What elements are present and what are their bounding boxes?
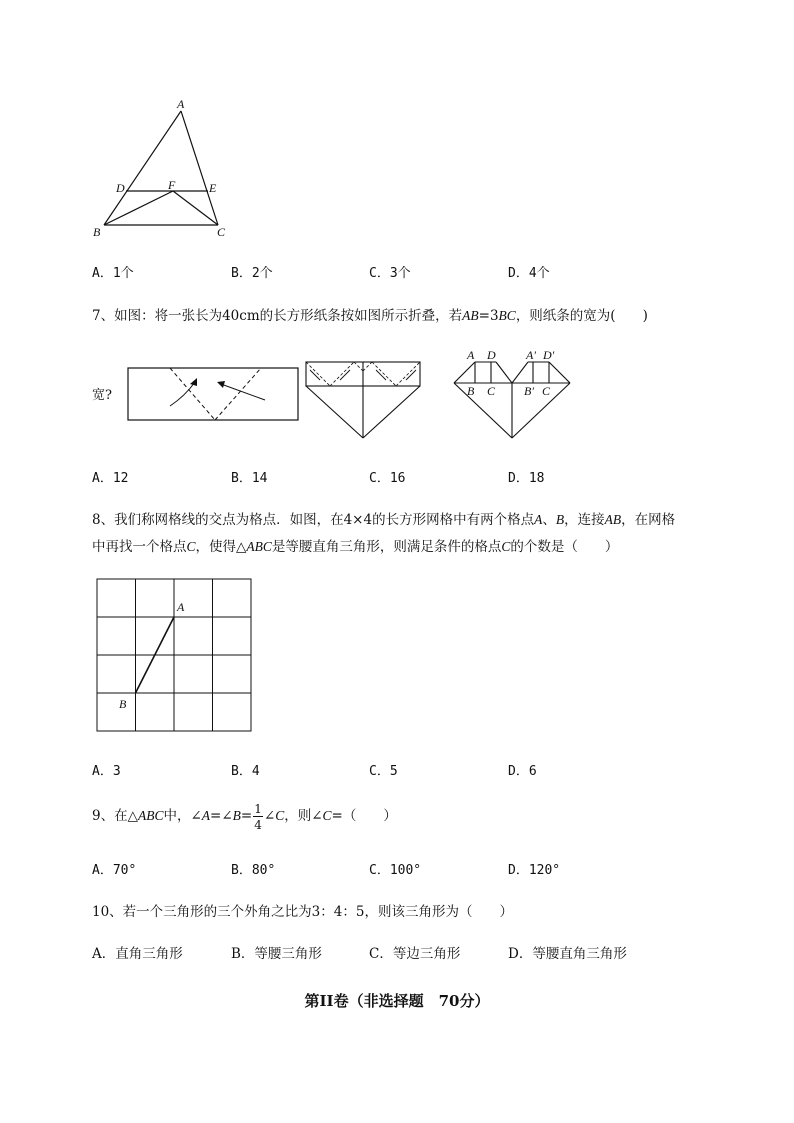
grid-label-b: B: [119, 697, 127, 711]
vertex-label-a: A: [177, 97, 185, 111]
triangle-figure-q6: [80, 90, 250, 250]
vertex-label-d: D: [116, 181, 125, 195]
heart-label-b: B: [467, 384, 475, 398]
question-8-line-1: 8、我们称网格线的交点为格点．如图，在4×4的长方形网格中有两个格点A、B，连接AB，在网格: [92, 512, 676, 528]
q6-option-d: D．4个: [508, 266, 550, 281]
heart-label-d: D: [487, 348, 496, 362]
q6-option-b: B．2个: [231, 266, 273, 281]
q10-option-a: A．直角三角形: [92, 946, 183, 962]
q8-option-a: A．3: [92, 764, 121, 779]
grid-label-a: A: [177, 600, 185, 614]
q6-option-c: C．3个: [369, 266, 411, 281]
paper-strip-figure: [125, 360, 305, 426]
question-7-text: 7、如图：将一张长为40cm的长方形纸条按如图所示折叠，若AB=3BC，则纸条的宽为( ): [92, 308, 648, 324]
q9-option-c: C．100°: [369, 863, 422, 878]
width-label: 宽?: [92, 388, 112, 403]
heart-label-b-prime: B′: [524, 384, 534, 398]
heart-label-d-prime: D′: [543, 348, 555, 362]
q10-option-c: C．等边三角形: [369, 946, 461, 962]
q7-option-b: B．14: [231, 471, 268, 486]
folded-shape-figure: [302, 358, 424, 442]
vertex-label-b: B: [93, 225, 101, 239]
heart-label-c-2: C: [542, 384, 551, 398]
vertex-label-c: C: [217, 225, 226, 239]
question-9-text: 9、在△ABC中，∠A=∠B= $\frac{1}{4}$ ∠C，则∠C=（ ）: [92, 801, 397, 832]
question-10-text: 10、若一个三角形的三个外角之比为3：4：5，则该三角形为（ ）: [92, 904, 513, 920]
q7-option-d: D．18: [508, 471, 545, 486]
fraction-one-quarter: $\frac{1}{4}$: [254, 801, 262, 832]
heart-label-a: A: [467, 348, 475, 362]
q6-option-a: A．1个: [92, 266, 134, 281]
question-8-line-2: 中再找一个格点C，使得△ABC是等腰直角三角形，则满足条件的格点C的个数是（ ）: [92, 539, 619, 555]
q8-option-d: D．6: [508, 764, 537, 779]
q10-option-d: D．等腰直角三角形: [508, 946, 627, 962]
q8-option-c: C．5: [369, 764, 398, 779]
section-title: 第II卷（非选择题 70分）: [304, 992, 490, 1010]
heart-shape-figure: [450, 346, 576, 442]
q9-option-b: B．80°: [231, 863, 276, 878]
q7-option-a: A．12: [92, 471, 129, 486]
q9-option-a: A．70°: [92, 863, 137, 878]
q9-option-d: D．120°: [508, 863, 561, 878]
heart-label-a-prime: A′: [526, 348, 536, 362]
vertex-label-e: E: [209, 181, 217, 195]
heart-label-c: C: [487, 384, 496, 398]
q8-option-b: B．4: [231, 764, 260, 779]
vertex-label-f: F: [168, 178, 176, 192]
q10-option-b: B．等腰三角形: [231, 946, 322, 962]
q7-option-c: C．16: [369, 471, 406, 486]
grid-figure: [94, 576, 256, 734]
